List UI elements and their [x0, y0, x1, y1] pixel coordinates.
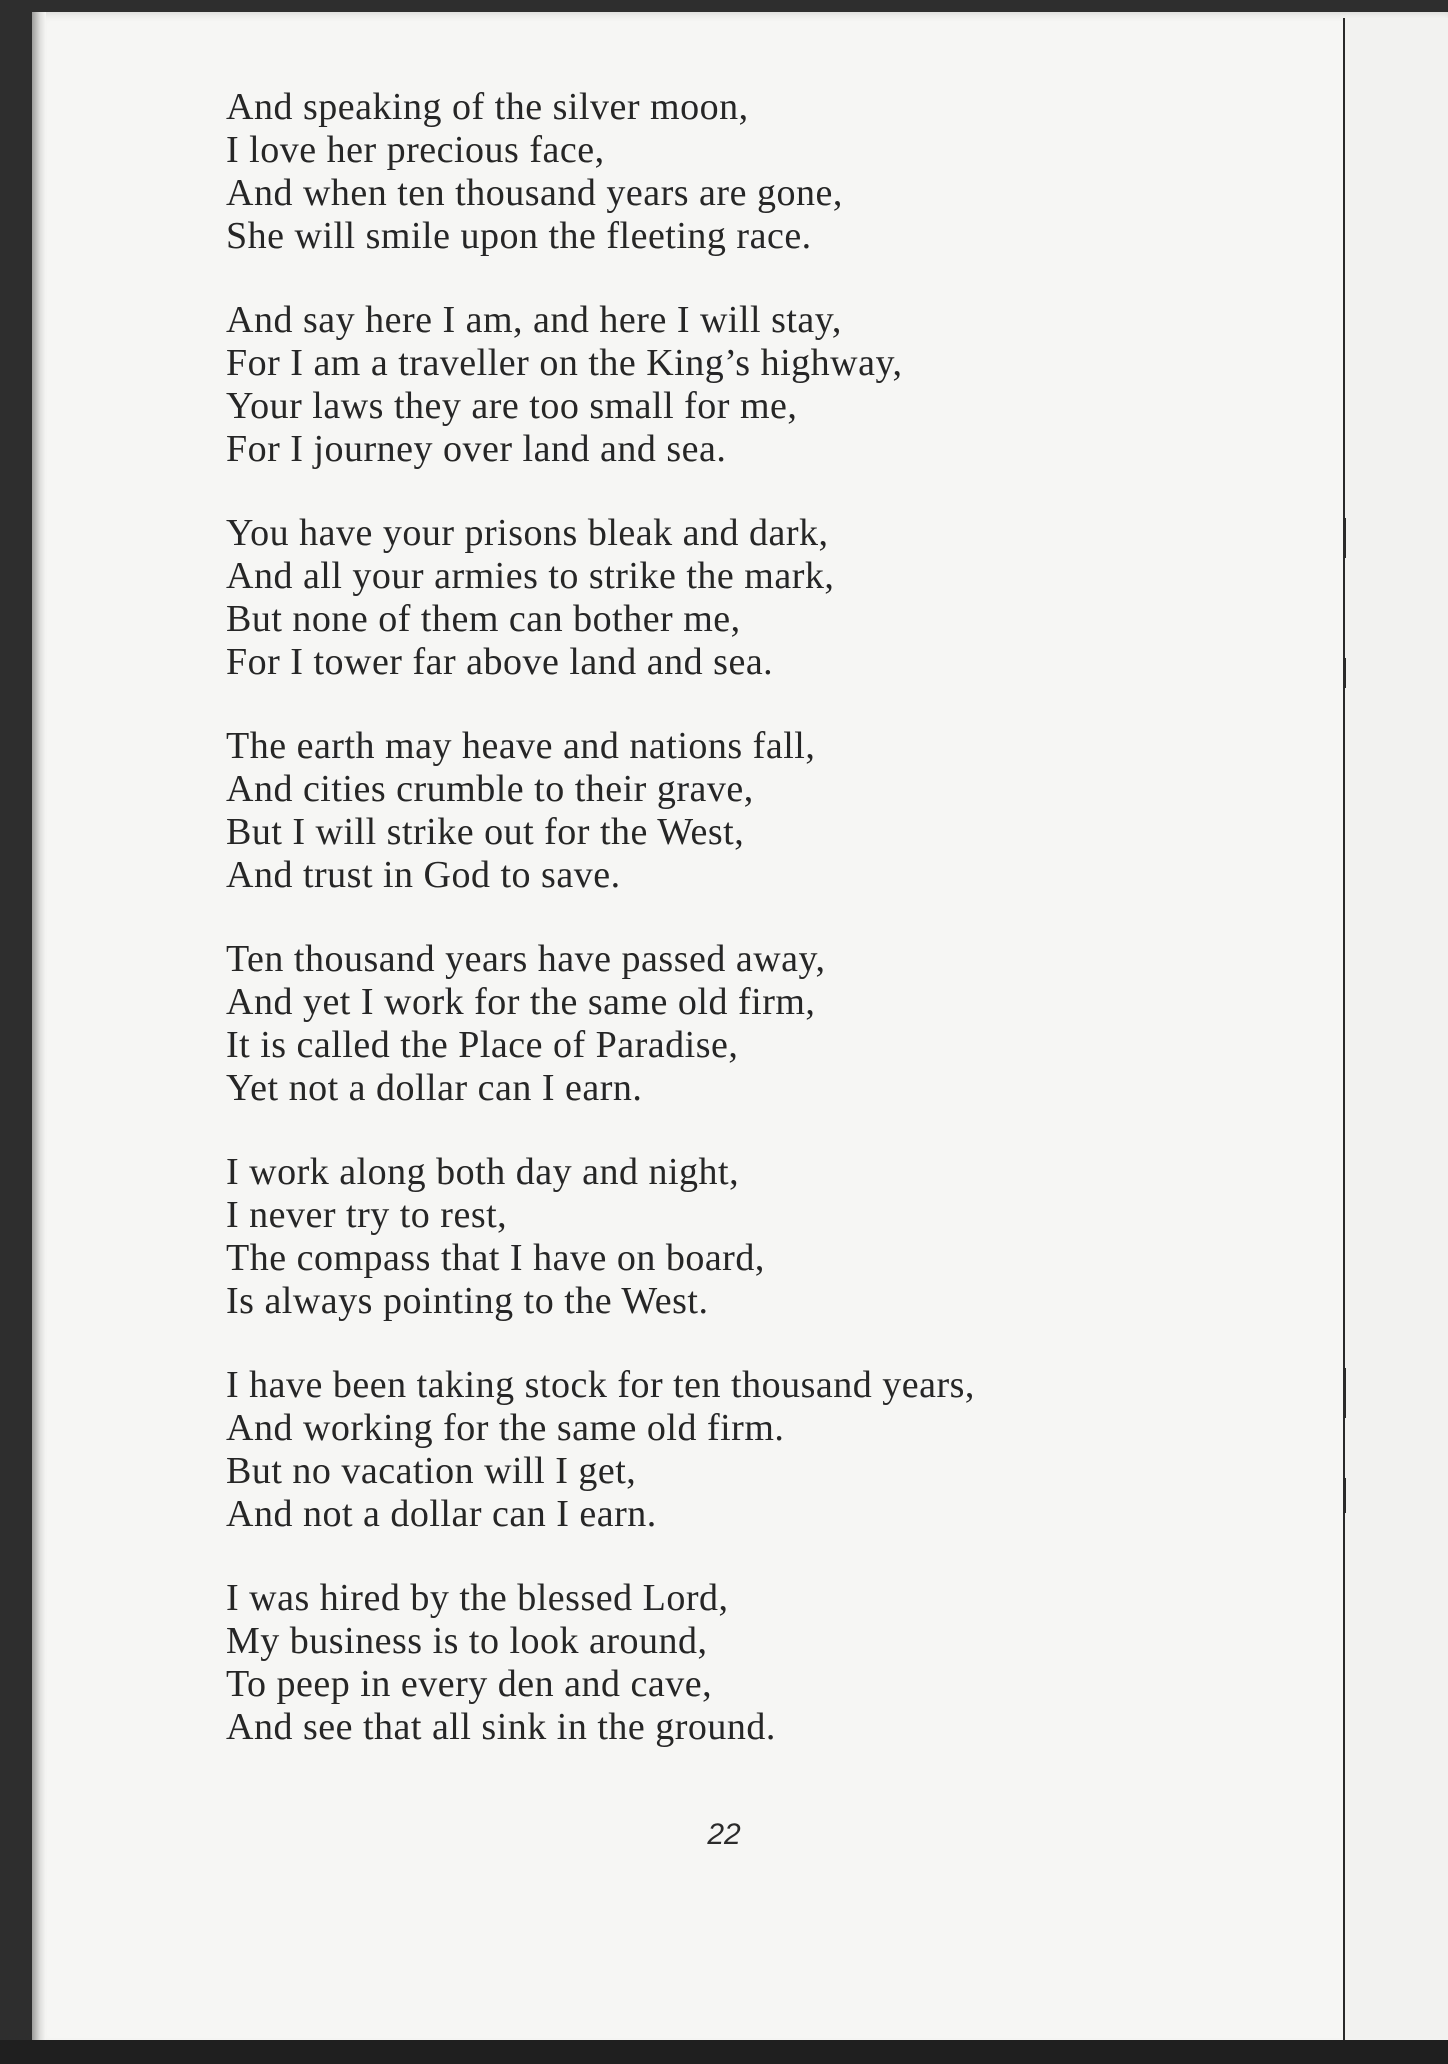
poem-line: It is called the Place of Paradise, [226, 1024, 739, 1066]
poem-line: And trust in God to save. [226, 854, 621, 896]
poem-line: The earth may heave and nations fall, [226, 725, 816, 767]
poem-line: But none of them can bother me, [226, 598, 741, 640]
stanza [226, 1577, 1306, 1749]
poem-line: Your laws they are too small for me, [226, 385, 798, 427]
poem-line: She will smile upon the fleeting race. [226, 215, 812, 257]
poem-line: The compass that I have on board, [226, 1237, 765, 1279]
poem-line: And not a dollar can I earn. [226, 1493, 657, 1535]
edge-mark [1343, 518, 1346, 558]
poem-line: To peep in every den and cave, [226, 1663, 713, 1705]
stanza [226, 512, 1306, 684]
poem-line: Yet not a dollar can I earn. [226, 1067, 643, 1109]
poem-line: And cities crumble to their grave, [226, 768, 754, 810]
stanza [226, 86, 1306, 258]
poem-line: For I journey over land and sea. [226, 428, 727, 470]
poem-line: And when ten thousand years are gone, [226, 172, 843, 214]
poem-line: I was hired by the blessed Lord, [226, 1577, 729, 1619]
edge-mark [1343, 1368, 1346, 1418]
poem-line: And yet I work for the same old firm, [226, 981, 816, 1023]
poem-line: For I am a traveller on the King’s highway, [226, 342, 903, 384]
poem-line: And all your armies to strike the mark, [226, 555, 835, 597]
poem-line: And working for the same old firm. [226, 1407, 785, 1449]
scan-bottom-border [0, 2040, 1448, 2064]
page-number: 22 [707, 1818, 741, 1851]
poem-line: I never try to rest, [226, 1194, 508, 1236]
stanza [226, 938, 1306, 1110]
poem-line: For I tower far above land and sea. [226, 641, 774, 683]
binding-edge [32, 12, 46, 2047]
edge-mark [1343, 658, 1346, 688]
poem-line: And see that all sink in the ground. [226, 1706, 776, 1748]
poem-line: My business is to look around, [226, 1620, 708, 1662]
stanza [226, 299, 1306, 471]
poem-line: I have been taking stock for ten thousand years, [226, 1364, 975, 1406]
poem-line: You have your prisons bleak and dark, [226, 512, 829, 554]
adjacent-page-edge [1343, 18, 1448, 2043]
poem-line: Ten thousand years have passed away, [226, 938, 826, 980]
stanza [226, 1364, 1306, 1536]
poem-line: And speaking of the silver moon, [226, 86, 749, 128]
stanza [226, 725, 1306, 897]
poem-line: And say here I am, and here I will stay, [226, 299, 842, 341]
poem-line: Is always pointing to the West. [226, 1280, 709, 1322]
poem-line: But no vacation will I get, [226, 1450, 637, 1492]
poem-text [226, 86, 1306, 1790]
poem-line: But I will strike out for the West, [226, 811, 745, 853]
poem-line: I love her precious face, [226, 129, 605, 171]
edge-mark [1343, 1478, 1346, 1513]
poem-line: I work along both day and night, [226, 1151, 740, 1193]
stanza [226, 1151, 1306, 1323]
